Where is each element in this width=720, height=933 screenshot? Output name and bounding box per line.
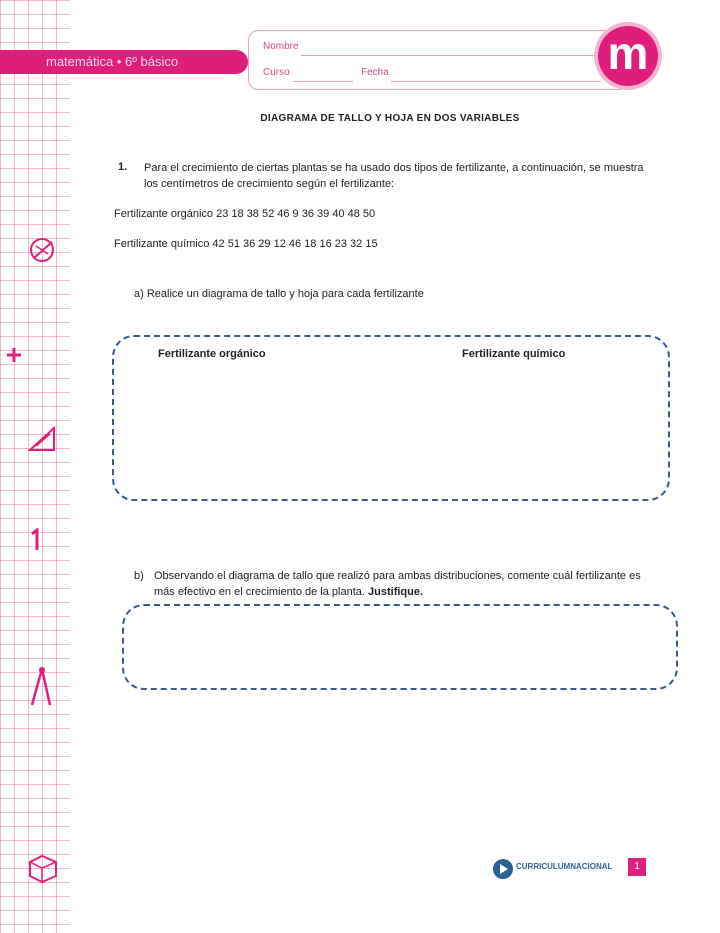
page-number: 1 bbox=[628, 858, 646, 876]
name-line[interactable] bbox=[301, 55, 601, 56]
question-text: Para el crecimiento de ciertas plantas se ha usado dos tipos de fertilizante, a continuación, se muestra los centímetros de crecimiento según el fertilizante: bbox=[144, 162, 644, 190]
m-logo: m bbox=[598, 26, 658, 86]
organic-column-heading: Fertilizante orgánico bbox=[158, 348, 266, 360]
part-a-text: a) Realice un diagrama de tallo y hoja para cada fertilizante bbox=[134, 288, 424, 300]
dice-icon bbox=[24, 850, 62, 891]
justify-answer-box[interactable] bbox=[122, 604, 678, 690]
number-one-icon bbox=[28, 528, 44, 557]
part-b-text: Observando el diagrama de tallo que realizó para ambas distribuciones, comente cuál fertilizante es más efectivo en el crecimiento de la planta. bbox=[154, 570, 641, 598]
page-title: DIAGRAMA DE TALLO Y HOJA EN DOS VARIABLES bbox=[260, 113, 520, 124]
subject-label: matemática • 6º básico bbox=[46, 54, 179, 69]
name-label: Nombre bbox=[263, 41, 299, 52]
organic-data: Fertilizante orgánico 23 18 38 52 46 9 36 39 40 48 50 bbox=[114, 208, 376, 220]
curriculum-logo-icon bbox=[492, 858, 514, 885]
course-line[interactable] bbox=[293, 81, 353, 82]
compass-icon bbox=[24, 665, 60, 714]
footer-brand: CURRICULUMNACIONAL bbox=[516, 862, 613, 871]
plus-icon bbox=[4, 345, 24, 370]
triangle-ruler-icon bbox=[24, 420, 60, 461]
grid-margin bbox=[0, 0, 70, 933]
chemical-column-heading: Fertilizante químico bbox=[462, 348, 566, 360]
chemical-data: Fertilizante químico 42 51 36 29 12 46 18 16 23 32 15 bbox=[114, 238, 378, 250]
student-info-box bbox=[248, 30, 628, 90]
compass-circle-icon bbox=[24, 232, 60, 273]
subject-band bbox=[0, 50, 248, 74]
date-line[interactable] bbox=[391, 81, 601, 82]
part-b-question bbox=[154, 568, 660, 600]
part-b-emphasis: Justifique. bbox=[368, 586, 424, 598]
date-label: Fecha bbox=[361, 67, 389, 78]
course-label: Curso bbox=[263, 67, 290, 78]
part-b-prefix: b) bbox=[134, 570, 144, 582]
question-number: 1. bbox=[118, 161, 128, 173]
